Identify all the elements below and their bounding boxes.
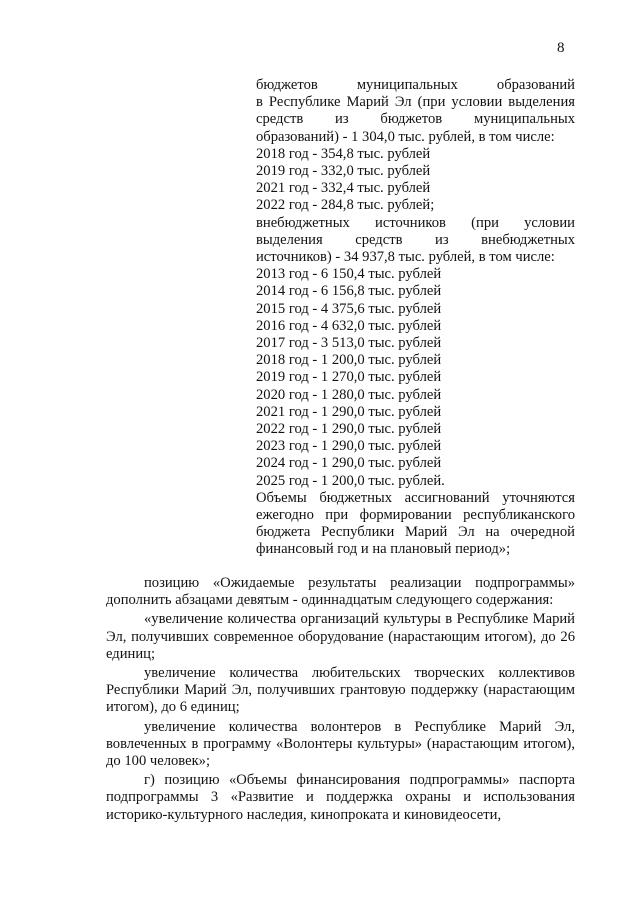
- budget-year-line: 2018 год - 354,8 тыс. рублей: [256, 145, 431, 162]
- budget-year-line: 2019 год - 332,0 тыс. рублей: [256, 163, 431, 180]
- note-line: Объемы бюджетных ассигнований уточняются: [256, 489, 575, 506]
- budget-line: средств из бюджетов муниципальных: [256, 111, 575, 128]
- note-line: ежегодно при формировании республиканского: [256, 507, 575, 524]
- paragraph-financing-position: г) позицию «Объемы финансирования подпрограммы» паспорта подпрограммы 3 «Развитие и поддержка охраны и использования историко-культурного наследия, кинопроката и киновидеосети,: [106, 772, 575, 823]
- extra-year-line: 2022 год - 1 290,0 тыс. рублей: [256, 421, 442, 438]
- extra-year-line: 2019 год - 1 270,0 тыс. рублей: [256, 369, 442, 386]
- note-line: финансовый год и на плановый период»;: [256, 541, 511, 558]
- budget-line: в Республике Марий Эл (при условии выделения: [256, 94, 575, 111]
- extra-year-line: 2018 год - 1 200,0 тыс. рублей: [256, 352, 442, 369]
- paragraph-expected-results: позицию «Ожидаемые результаты реализации подпрограммы» дополнить абзацами девятым - одиннадцатым следующего содержания:: [106, 575, 575, 609]
- extra-year-line: 2024 год - 1 290,0 тыс. рублей: [256, 455, 442, 472]
- note-line: бюджета Республики Марий Эл на очередной: [256, 524, 575, 541]
- extra-budget-line: выделения средств из внебюджетных: [256, 231, 575, 248]
- extra-year-line: 2023 год - 1 290,0 тыс. рублей: [256, 438, 442, 455]
- paragraph-volunteers: увеличение количества волонтеров в Республике Марий Эл, вовлеченных в программу «Волонтеры культуры» (нарастающим итогом), до 100 человек»;: [106, 718, 575, 770]
- budget-year-line: 2021 год - 332,4 тыс. рублей: [256, 180, 431, 197]
- page-number: 8: [557, 40, 565, 56]
- financing-column: [256, 77, 575, 559]
- budget-year-line: 2022 год - 284,8 тыс. рублей;: [256, 197, 435, 214]
- extra-year-line: 2016 год - 4 632,0 тыс. рублей: [256, 317, 442, 334]
- extra-budget-line: источников) - 34 937,8 тыс. рублей, в том числе:: [256, 249, 555, 266]
- main-text: [106, 575, 575, 826]
- extra-year-line: 2020 год - 1 280,0 тыс. рублей: [256, 386, 442, 403]
- extra-budget-line: внебюджетных источников (при условии: [256, 214, 575, 231]
- budget-line: бюджетов муниципальных образований: [256, 77, 575, 93]
- extra-year-line: 2025 год - 1 200,0 тыс. рублей.: [256, 472, 445, 489]
- extra-year-line: 2015 год - 4 375,6 тыс. рублей: [256, 300, 442, 317]
- extra-year-line: 2013 год - 6 150,4 тыс. рублей: [256, 266, 442, 283]
- extra-year-line: 2021 год - 1 290,0 тыс. рублей: [256, 403, 442, 420]
- extra-year-line: 2017 год - 3 513,0 тыс. рублей: [256, 335, 442, 352]
- paragraph-equipment: «увеличение количества организаций культуры в Республике Марий Эл, получивших современное оборудование (нарастающим итогом), до 26 единиц;: [106, 611, 575, 662]
- extra-year-line: 2014 год - 6 156,8 тыс. рублей: [256, 283, 442, 300]
- paragraph-collectives: увеличение количества любительских творческих коллективов Республики Марий Эл, получивших грантовую поддержку (нарастающим итогом), до 6 единиц;: [106, 665, 575, 716]
- budget-line: образований) - 1 304,0 тыс. рублей, в том числе:: [256, 128, 555, 145]
